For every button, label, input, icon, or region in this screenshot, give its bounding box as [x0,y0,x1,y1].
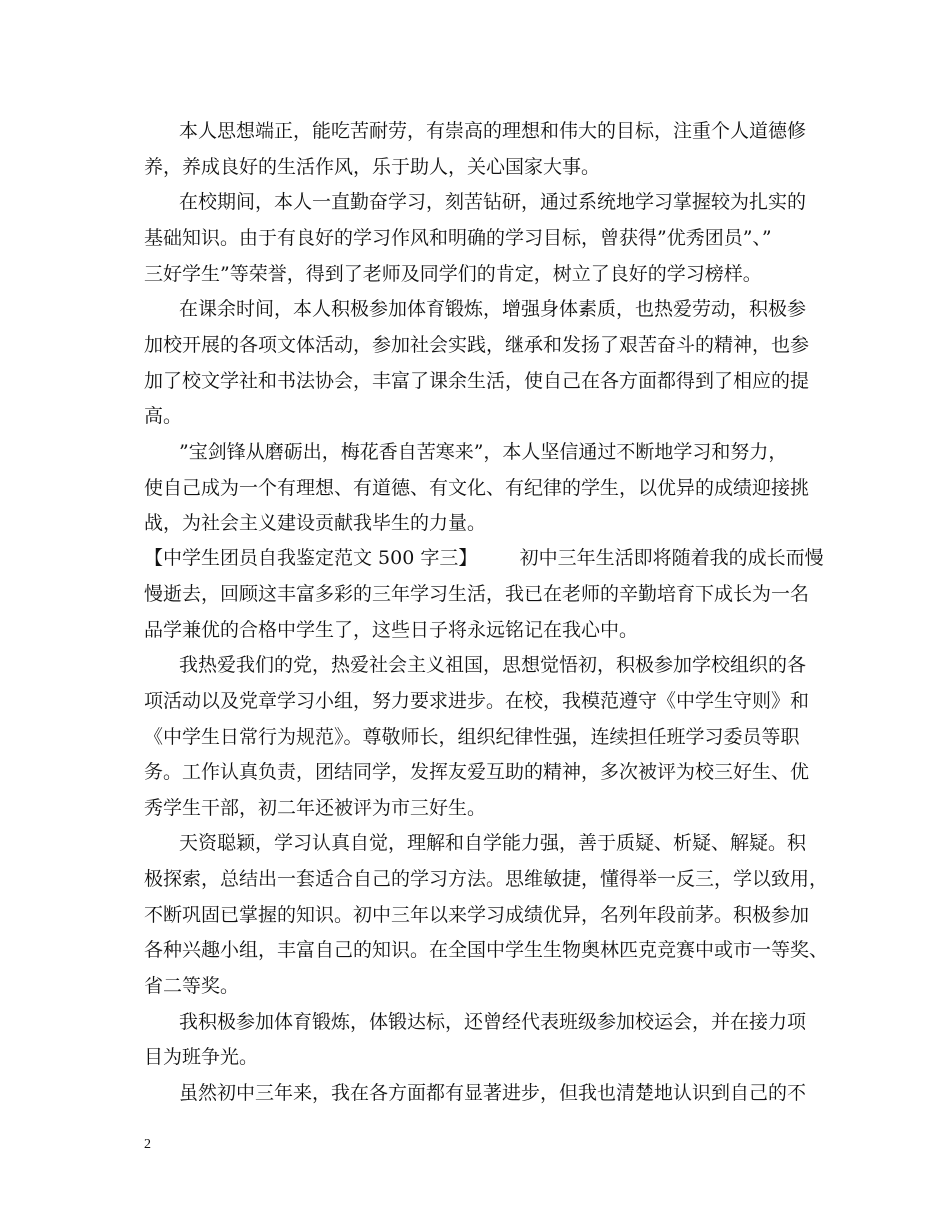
text-line: ”宝剑锋从磨砺出，梅花香自苦寒来”，本人坚信通过不断地学习和努力， [179,441,788,463]
page-number: 2 [144,1137,151,1152]
text-line: 各种兴趣小组，丰富自己的知识。在全国中学生生物奥林匹克竞赛中或市一等奖、 [144,939,829,961]
text-line: 在校期间，本人一直勤奋学习，刻苦钻研，通过系统地学习掌握较为扎实的 [179,191,807,213]
section-heading-line: 【中学生团员自我鉴定范文 500 字三】 初中三年生活即将随着我的成长而慢 [144,547,824,569]
text-line: 极探索，总结出一套适合自己的学习方法。思维敏捷，懂得举一反三，学以致用， [144,868,829,890]
text-line: 目为班争光。 [144,1046,259,1068]
text-line: 战，为社会主义建设贡献我毕生的力量。 [144,512,487,534]
text-line: 《中学生日常行为规范》。尊敬师长，组织纪律性强，连续担任班学习委员等职 [144,726,800,748]
text-line: 三好学生”等荣誉，得到了老师及同学们的肯定，树立了良好的学习榜样。 [144,263,762,285]
text-line: 本人思想端正，能吃苦耐劳，有崇高的理想和伟大的目标，注重个人道德修 [179,120,807,142]
text-line: 我热爱我们的党，热爱社会主义祖国，思想觉悟初，积极参加学校组织的各 [179,654,807,676]
text-line: 品学兼优的合格中学生了，这些日子将永远铭记在我心中。 [144,619,639,641]
text-line: 我积极参加体育锻炼，体锻达标，还曾经代表班级参加校运会，并在接力项 [179,1011,807,1033]
text-line: 使自己成为一个有理想、有道德、有文化、有纪律的学生，以优异的成绩迎接挑 [144,477,810,499]
text-line: 在课余时间，本人积极参加体育锻炼，增强身体素质，也热爱劳动，积极参 [179,298,807,320]
text-line: 养，养成良好的生活作风，乐于助人，关心国家大事。 [144,156,601,178]
text-line: 基础知识。由于有良好的学习作风和明确的学习目标，曾获得”优秀团员”、” [144,227,772,249]
text-line: 天资聪颖，学习认真自觉，理解和自学能力强，善于质疑、析疑、解疑。积 [179,832,807,854]
text-line: 虽然初中三年来，我在各方面都有显著进步，但我也清楚地认识到自己的不 [179,1082,807,1104]
text-line: 加校开展的各项文体活动，参加社会实践，继承和发扬了艰苦奋斗的精神，也参 [144,334,810,356]
text-line: 不断巩固已掌握的知识。初中三年以来学习成绩优异，名列年段前茅。积极参加 [144,904,810,926]
text-line: 省二等奖。 [144,975,240,997]
text-line: 务。工作认真负责，团结同学，发挥友爱互助的精神，多次被评为校三好生、优 [144,761,810,783]
text-line: 慢逝去，回顾这丰富多彩的三年学习生活，我已在老师的辛勤培育下成长为一名 [144,583,810,605]
text-line: 项活动以及党章学习小组，努力要求进步。在校，我模范遵守《中学生守则》和 [144,690,810,712]
text-line: 高。 [144,405,183,427]
text-line: 加了校文学社和书法协会，丰富了课余生活，使自己在各方面都得到了相应的提 [144,370,810,392]
text-line: 秀学生干部，初二年还被评为市三好生。 [144,797,487,819]
